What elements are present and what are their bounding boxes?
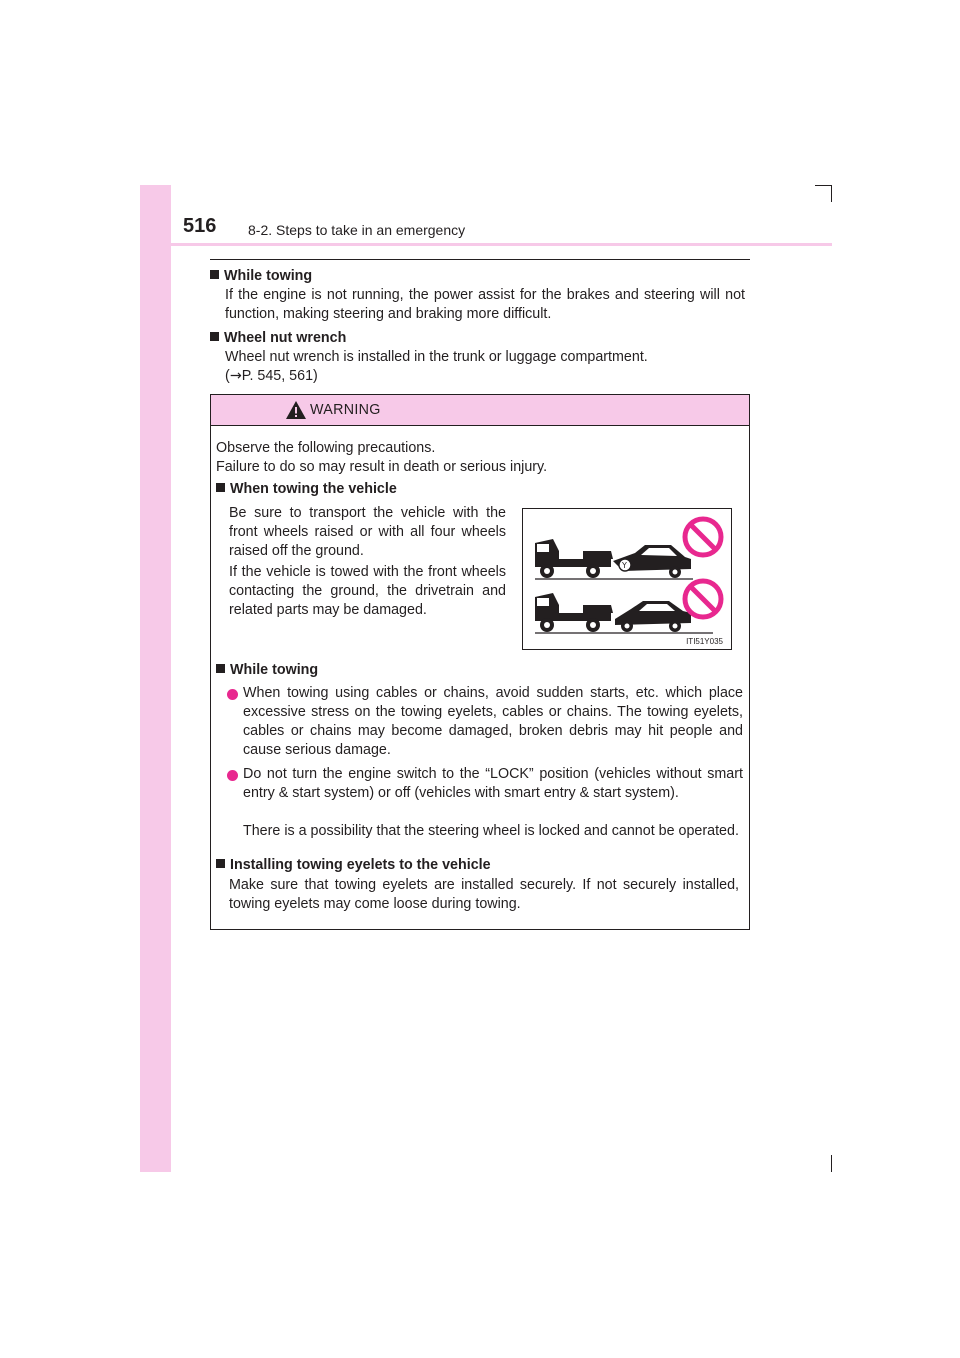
warning-title: WARNING <box>310 402 381 418</box>
svg-text:Y: Y <box>622 561 627 570</box>
note-wheel-nut-wrench-heading: Wheel nut wrench <box>210 329 346 348</box>
warning-while-towing-heading: While towing <box>216 661 318 680</box>
page-reference: (→P. 545, 561) <box>225 368 318 384</box>
page-number: 516 <box>183 215 217 237</box>
bullet-dot-icon <box>227 689 238 700</box>
header-rule <box>140 243 832 246</box>
warning-triangle-icon <box>285 400 307 420</box>
bullet-dot-icon <box>227 770 238 781</box>
arrow-right-icon: → <box>229 368 242 384</box>
crop-mark-top-right-v <box>831 185 832 202</box>
chapter-sidebar-tab <box>140 185 171 1172</box>
square-bullet-icon <box>216 664 225 673</box>
towing-illustration <box>522 508 732 650</box>
square-bullet-icon <box>216 859 225 868</box>
warning-towing-vehicle-para-1: Be sure to transport the vehicle with the front wheels raised or with all four wheels raised off the ground. <box>229 505 506 559</box>
note-while-towing-body: If the engine is not running, the power assist for the brakes and steering will not function, making steering and braking more difficult. <box>225 287 745 322</box>
section-title: 8-2. Steps to take in an emergency <box>248 222 466 238</box>
warning-header <box>211 395 749 426</box>
warning-eyelets-body: Make sure that towing eyelets are installed securely. If not securely installed, towing eyelets may come loose during towing. <box>229 877 739 912</box>
warning-while-towing-note: There is a possibility that the steering wheel is locked and cannot be operated. <box>243 823 739 839</box>
note-while-towing-heading: While towing <box>210 267 312 286</box>
tow-truck-prohibited-icon <box>523 509 731 649</box>
square-bullet-icon <box>210 332 219 341</box>
square-bullet-icon <box>216 483 225 492</box>
warning-towing-vehicle-heading: When towing the vehicle <box>216 480 397 499</box>
crop-mark-bottom-right <box>831 1155 832 1172</box>
square-bullet-icon <box>210 270 219 279</box>
figure-code: ITI51Y035 <box>686 637 723 646</box>
warning-towing-vehicle-para-2: If the vehicle is towed with the front wheels contacting the ground, the drivetrain and related parts may be damaged. <box>229 564 506 618</box>
warning-intro-2: Failure to do so may result in death or serious injury. <box>216 459 548 475</box>
warning-while-towing-bullet-2: Do not turn the engine switch to the “LOCK” position (vehicles without smart entry & start system) or off (vehicles with smart entry & start system). <box>243 766 743 801</box>
crop-mark-top-right <box>815 185 832 186</box>
warning-intro-1: Observe the following precautions. <box>216 440 436 456</box>
warning-eyelets-heading: Installing towing eyelets to the vehicle <box>216 856 491 875</box>
content-top-rule <box>210 259 750 260</box>
note-wheel-nut-wrench-body: Wheel nut wrench is installed in the trunk or luggage compartment. <box>225 349 648 365</box>
warning-while-towing-bullet-1: When towing using cables or chains, avoid sudden starts, etc. which place excessive stress on the towing eyelets, cables or chains. The towing eyelets, cables or chains may become damaged, broken debris may hit people and cause serious damage. <box>243 685 743 758</box>
